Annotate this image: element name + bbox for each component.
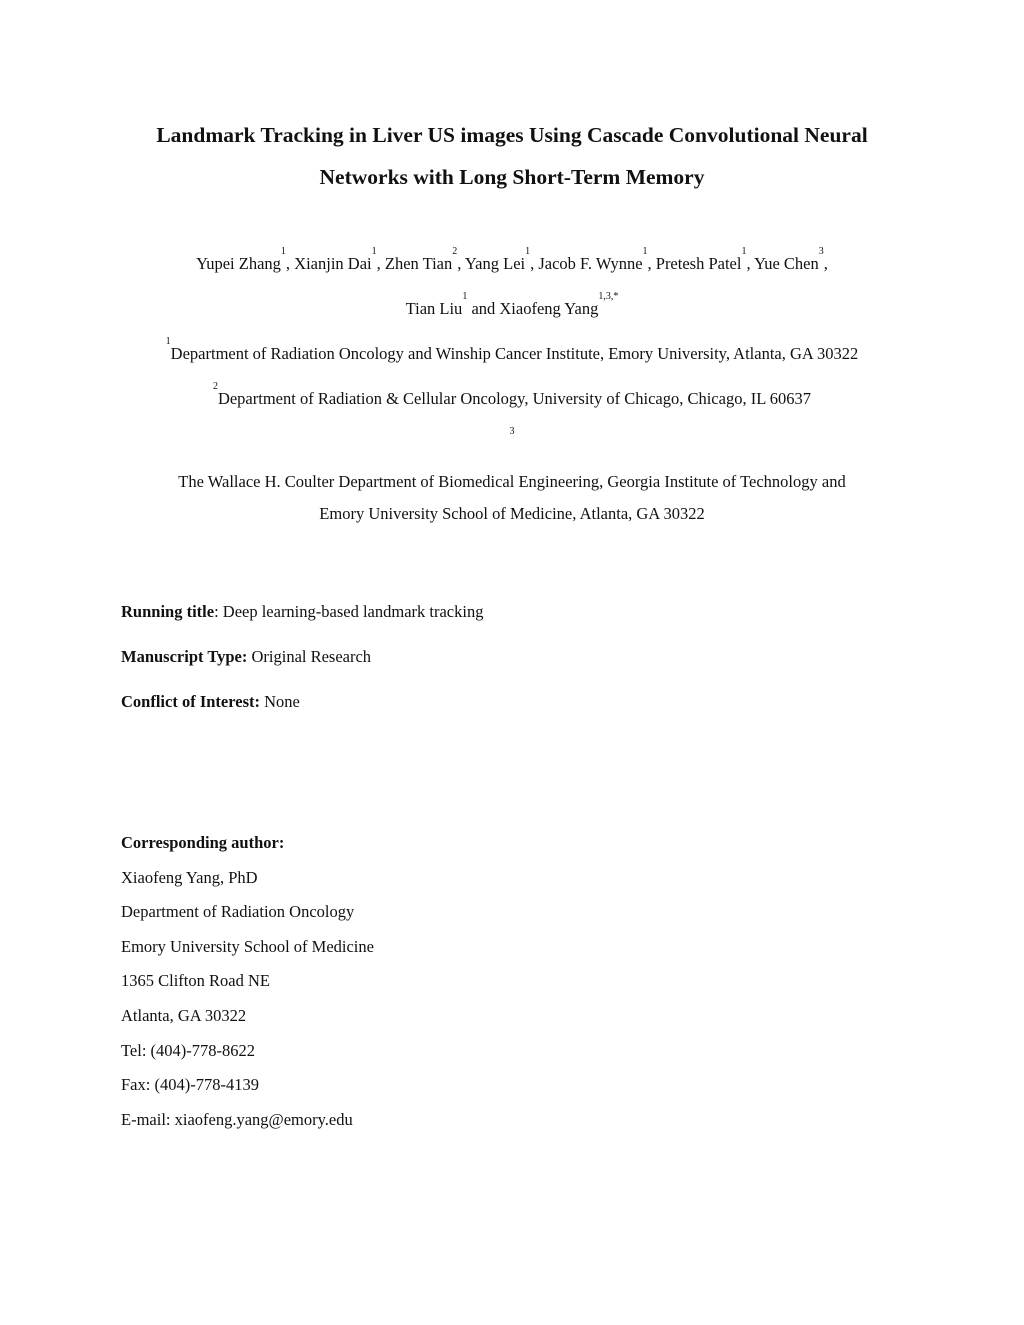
affiliation-text: Department of Radiation & Cellular Oncology, University of Chicago, Chicago, IL 60637 [217, 389, 812, 408]
corresponding-author-street: 1365 Clifton Road NE [121, 971, 270, 991]
author-name: Zhen Tian [384, 254, 453, 273]
corresponding-author-city: Atlanta, GA 30322 [121, 1005, 247, 1025]
author-affiliation-mark: 1,3,* [598, 291, 619, 302]
affiliation-1 [40, 336, 984, 364]
affiliation-2 [40, 381, 984, 409]
author-name: Xiaofeng Yang [499, 299, 599, 318]
author-affiliation-mark: 1 [371, 246, 377, 257]
author-separator: , [530, 254, 539, 273]
paper-title-line-2: Networks with Long Short-Term Memory [319, 165, 705, 189]
paper-title [60, 114, 964, 198]
corresponding-author-department: Department of Radiation Oncology [121, 902, 355, 922]
corresponding-author-block [121, 826, 374, 1137]
manuscript-type [121, 647, 371, 667]
author-separator: , [457, 254, 465, 273]
author-affiliation-mark: 1 [741, 246, 747, 257]
running-title [121, 602, 483, 622]
author-affiliation-mark: 1 [280, 246, 286, 257]
affiliation-mark: 3 [509, 426, 515, 437]
author-separator: , [285, 254, 295, 273]
affiliation-text: Department of Radiation Oncology and Winship Cancer Institute, Emory University, Atlanta, GA 30322 [170, 344, 859, 363]
manuscript-type-label: Manuscript Type: [121, 647, 248, 666]
corresponding-author-heading: Corresponding author: [121, 833, 285, 852]
author-affiliation-mark: 1 [462, 291, 468, 302]
author-affiliation-mark: 3 [818, 246, 824, 257]
author-separator: , [647, 254, 656, 273]
corresponding-author-name: Xiaofeng Yang, PhD [121, 867, 258, 887]
corresponding-author-email: E-mail: xiaofeng.yang@emory.edu [121, 1109, 353, 1129]
corresponding-author-fax: Fax: (404)-778-4139 [121, 1075, 259, 1095]
author-separator: , [823, 254, 828, 273]
author-list-line-1 [40, 246, 984, 274]
author-separator: , [746, 254, 755, 273]
author-separator: and [467, 299, 500, 318]
affiliation-3 [40, 426, 984, 530]
conflict-of-interest-value: None [260, 692, 300, 711]
corresponding-author-school: Emory University School of Medicine [121, 936, 374, 956]
conflict-of-interest [121, 692, 300, 712]
author-affiliation-mark: 1 [525, 246, 531, 257]
affiliation-mark: 2 [212, 381, 218, 392]
author-name: Pretesh Patel [655, 254, 742, 273]
corresponding-author-tel: Tel: (404)-778-8622 [121, 1040, 256, 1060]
author-name: Tian Liu [405, 299, 463, 318]
affiliation-line-2: Emory University School of Medicine, Atlanta, GA 30322 [319, 504, 705, 523]
author-name: Yupei Zhang [196, 254, 281, 273]
affiliation-mark: 1 [165, 336, 171, 347]
running-title-label: Running title [121, 602, 215, 621]
author-name: Xianjin Dai [294, 254, 372, 273]
author-affiliation-mark: 1 [642, 246, 648, 257]
author-separator: , [376, 254, 385, 273]
manuscript-type-value: Original Research [247, 647, 372, 666]
conflict-of-interest-label: Conflict of Interest: [121, 692, 260, 711]
author-name: Yue Chen [754, 254, 819, 273]
affiliation-line-1 [40, 426, 984, 498]
paper-title-line-1: Landmark Tracking in Liver US images Using Cascade Convolutional Neural [156, 123, 868, 147]
author-name: Yang Lei [464, 254, 526, 273]
author-affiliation-mark: 2 [452, 246, 458, 257]
affiliation-text: The Wallace H. Coulter Department of Biomedical Engineering, Georgia Institute of Technology and [178, 472, 846, 491]
running-title-value: : Deep learning-based landmark tracking [214, 602, 484, 621]
author-list-line-2 [40, 291, 984, 319]
author-name: Jacob F. Wynne [538, 254, 643, 273]
